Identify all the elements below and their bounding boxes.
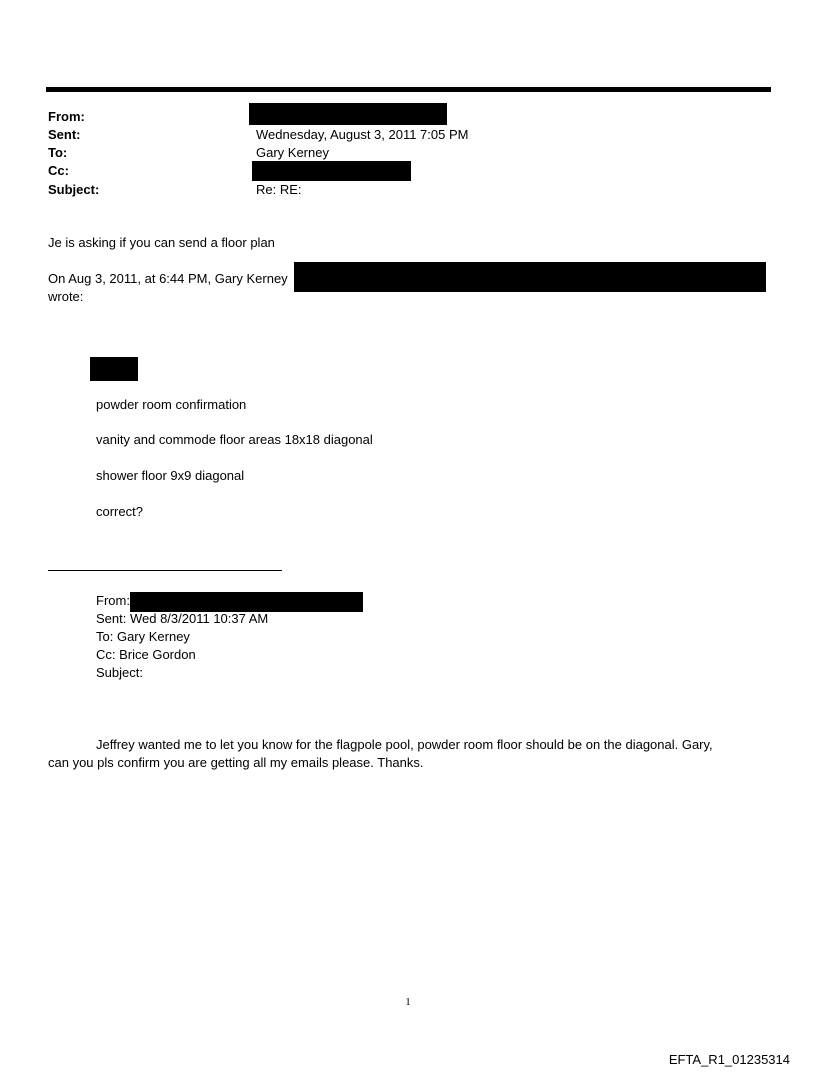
list-item: powder room confirmation [96, 397, 247, 412]
from-redaction [249, 103, 447, 125]
bates-number: EFTA_R1_01235314 [668, 1052, 790, 1067]
top-rule [46, 87, 771, 92]
cc-redaction [252, 161, 411, 181]
to-label: To: [48, 145, 68, 160]
sent-label: Sent: [48, 127, 81, 142]
separator-line [48, 570, 282, 571]
body-line: Je is asking if you can send a floor plan [48, 235, 275, 250]
fwd-message-line: Jeffrey wanted me to let you know for the flagpole pool, powder room floor should be on the diagonal. Gary, [96, 737, 713, 752]
list-item: shower floor 9x9 diagonal [96, 468, 245, 483]
email-redaction [294, 262, 766, 292]
to-value: Gary Kerney [256, 145, 329, 160]
cc-label: Cc: [48, 163, 69, 178]
subject-label: Subject: [48, 182, 100, 197]
quote-intro-wrap: wrote: [48, 289, 84, 304]
sent-value: Wednesday, August 3, 2011 7:05 PM [256, 127, 469, 142]
list-item: vanity and commode floor areas 18x18 diagonal [96, 432, 373, 447]
fwd-message-line: can you pls confirm you are getting all my emails please. Thanks. [48, 755, 424, 770]
fwd-from-redaction [130, 592, 363, 612]
fwd-subject: Subject: [96, 665, 143, 680]
page-number: 1 [405, 996, 411, 1008]
quote-intro: On Aug 3, 2011, at 6:44 PM, Gary Kerney [48, 271, 288, 286]
fwd-from-label: From: [96, 593, 130, 608]
fwd-cc: Cc: Brice Gordon [96, 647, 196, 662]
list-item: correct? [96, 504, 143, 519]
greeting-redaction [90, 357, 138, 381]
subject-value: Re: RE: [256, 182, 302, 197]
fwd-to: To: Gary Kerney [96, 629, 190, 644]
fwd-sent: Sent: Wed 8/3/2011 10:37 AM [96, 611, 269, 626]
from-label: From: [48, 109, 85, 124]
